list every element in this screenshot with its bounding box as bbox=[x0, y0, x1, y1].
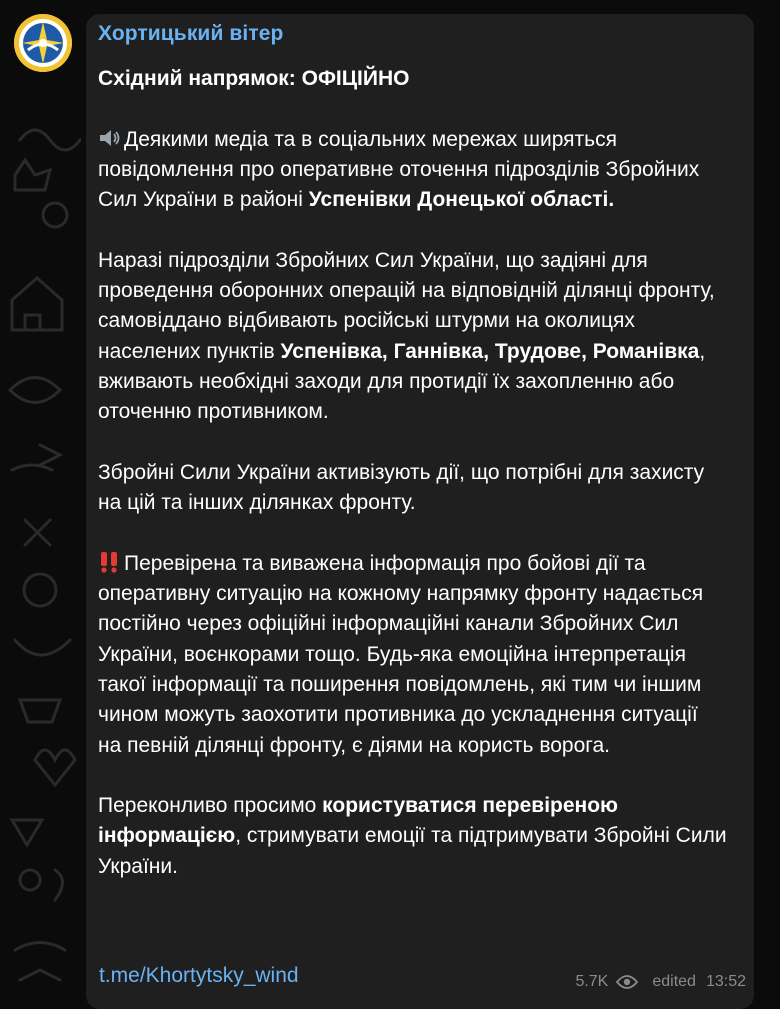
paragraph-1-line-3: Сил України в районі Успенівки Донецької області. bbox=[98, 188, 615, 212]
message-title: Східний напрямок: ОФІЦІЙНО bbox=[98, 67, 410, 90]
channel-name[interactable]: Хортицький вітер bbox=[98, 22, 284, 45]
channel-link[interactable]: t.me/Khortytsky_wind bbox=[99, 964, 299, 987]
paragraph-4-line-1: Перевірена та виважена інформація про бойові дії та bbox=[98, 549, 748, 579]
paragraph-2-line-6: оточенню противником. bbox=[98, 400, 329, 424]
paragraph-2-line-3: самовіддано відбивають російські штурми на околицях bbox=[98, 309, 635, 333]
paragraph-1-line-1: Деякими медіа та в соціальних мережах ширяться bbox=[98, 125, 748, 155]
channel-avatar[interactable] bbox=[14, 14, 72, 72]
paragraph-3-line-1: Збройні Сили України активізують дії, що потрібні для захисту bbox=[98, 460, 705, 484]
paragraph-2-line-2: проведення оборонних операцій на відповідній ділянці фронту, bbox=[98, 279, 715, 303]
message-meta bbox=[575, 973, 746, 991]
paragraph-2-line-1: Наразі підрозділи Збройних Сил України, що задіяні для bbox=[98, 248, 648, 272]
paragraph-5-line-3: України. bbox=[98, 854, 178, 878]
speaker-icon bbox=[98, 127, 120, 149]
paragraph-4-line-2: оперативну ситуацію на кожному напрямку фронту надається bbox=[98, 582, 704, 606]
paragraph-2-line-4: населених пунктів Успенівка, Ганнівка, Трудове, Романівка, bbox=[98, 339, 706, 363]
paragraph-3-line-2: на цій та інших ділянках фронту. bbox=[98, 491, 416, 515]
message-time: 13:52 bbox=[705, 973, 746, 990]
paragraph-1-line-2: повідомлення про оперативне оточення підрозділів Збройних bbox=[98, 157, 700, 181]
double-exclamation-icon bbox=[98, 551, 120, 573]
paragraph-4-line-3: постійно через офіційні інформаційні канали Збройних Сил bbox=[98, 612, 679, 636]
paragraph-5-line-2: інформацією, стримувати емоції та підтримувати Збройні Сили bbox=[98, 824, 727, 848]
paragraph-4-line-5: такої інформації та поширення повідомлень, які тим чи іншим bbox=[98, 672, 702, 696]
paragraph-5-line-1: Переконливо просимо користуватися перевіреною bbox=[98, 794, 618, 818]
paragraph-4-line-4: України, воєнкорами тощо. Будь-яка емоційна інтерпретація bbox=[98, 642, 686, 666]
paragraph-2-line-5: вживають необхідні заходи для протидії їх захопленню або bbox=[98, 369, 675, 393]
paragraph-4-line-6: чином можуть заохотити противника до ускладнення ситуації bbox=[98, 703, 698, 727]
eye-icon bbox=[616, 975, 638, 989]
message-text bbox=[98, 64, 748, 882]
paragraph-4-line-7: на певній ділянці фронту, є діями на користь ворога. bbox=[98, 733, 610, 757]
view-count: 5.7K bbox=[575, 973, 609, 990]
compass-emblem-icon bbox=[14, 14, 72, 72]
edited-label: edited bbox=[652, 973, 696, 990]
